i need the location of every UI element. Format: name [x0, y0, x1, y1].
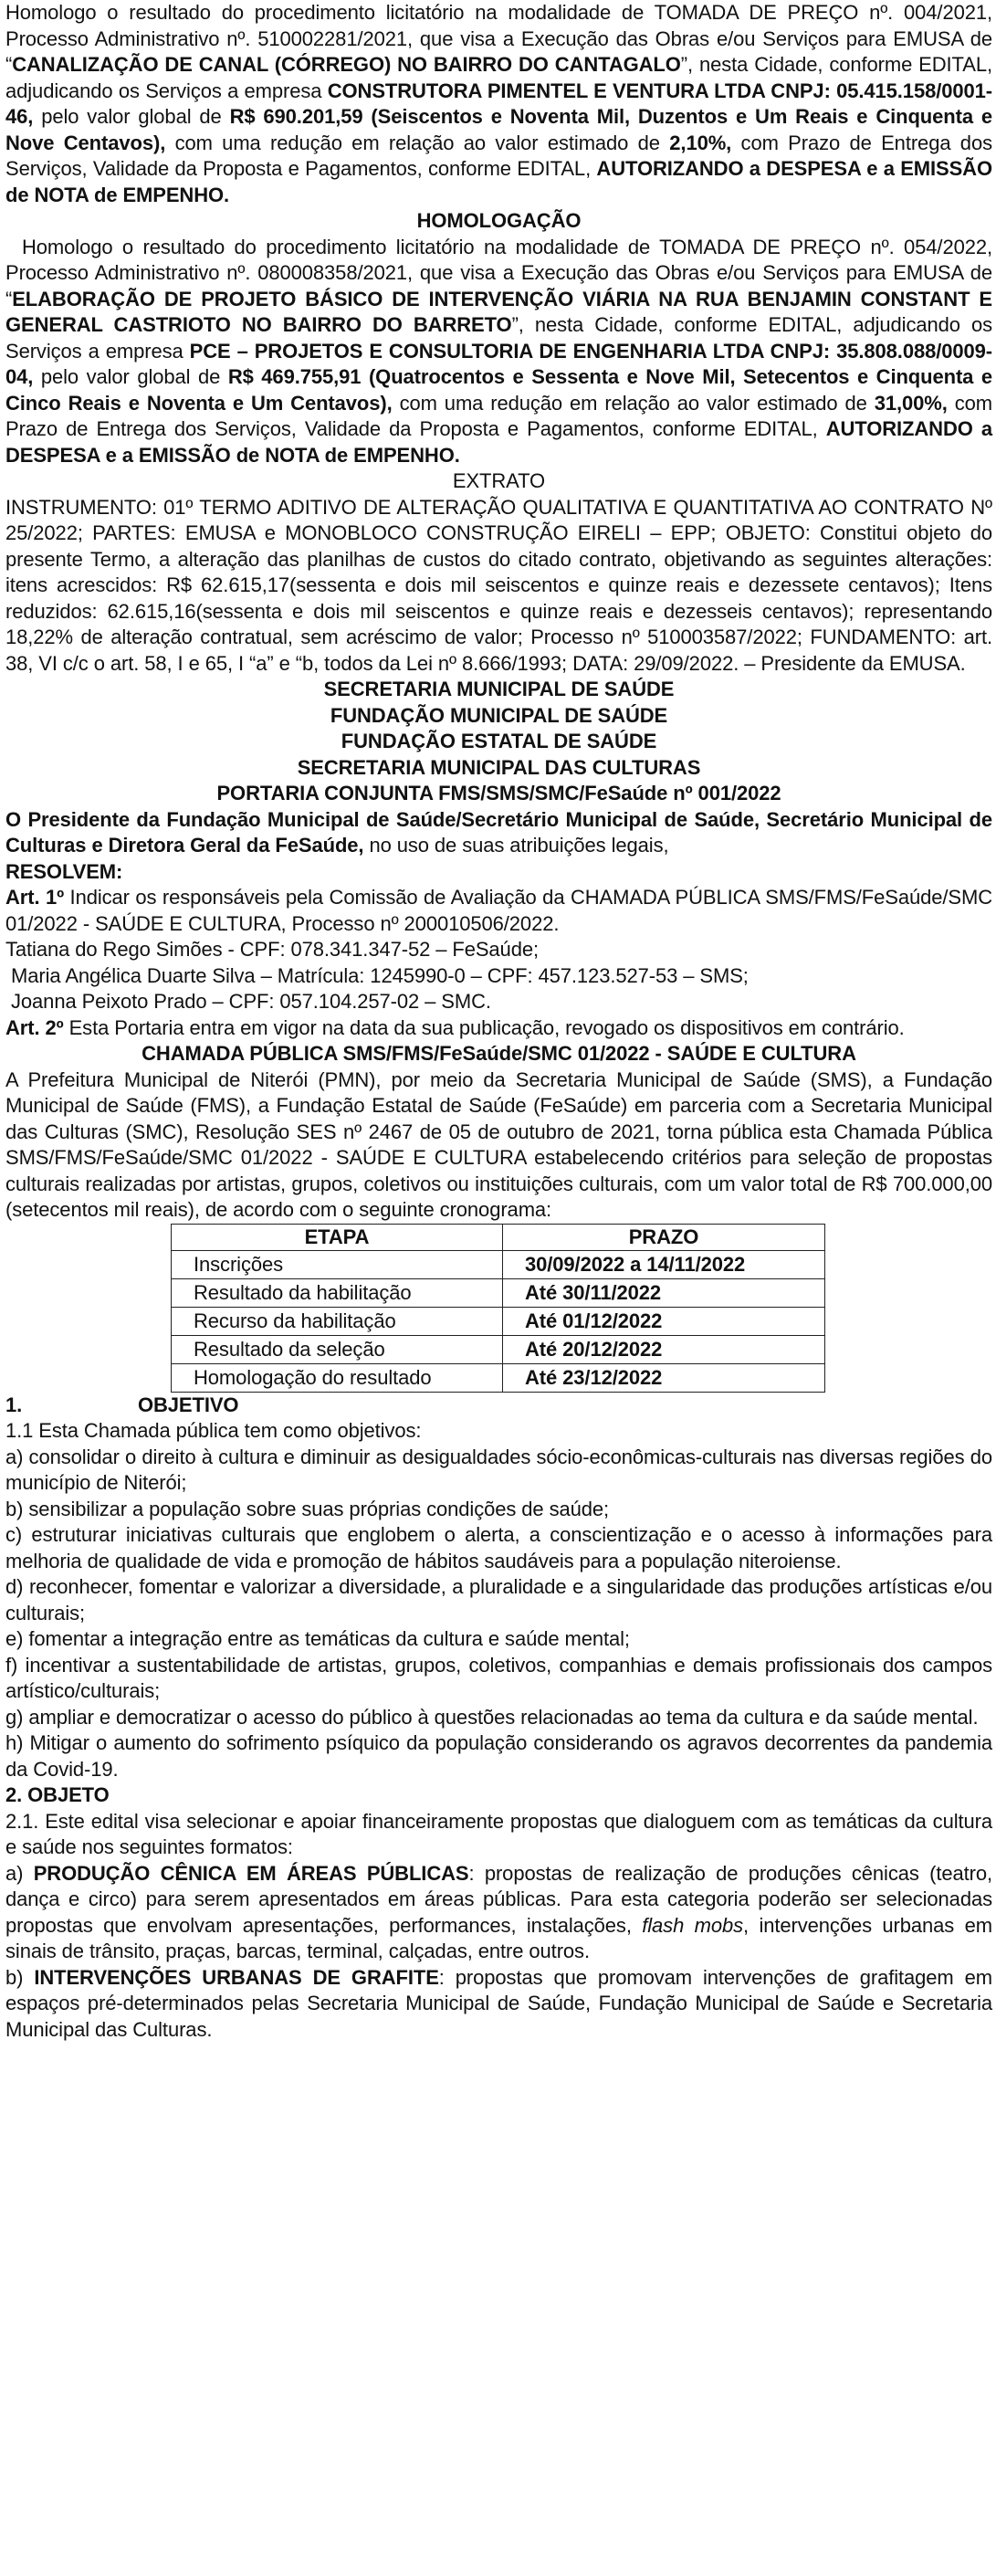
- resolvem-label: RESOLVEM:: [5, 859, 123, 883]
- project-name: ELABORAÇÃO DE PROJETO BÁSICO DE INTERVENÇÃO VIÁRIA NA RUA BENJAMIN CONSTANT E GENERAL CASTRIOTO NO BAIRRO DO BARRETO: [5, 287, 992, 336]
- deadline-cell: Até 20/12/2022: [503, 1335, 825, 1363]
- chamada-title: CHAMADA PÚBLICA SMS/FMS/FeSaúde/SMC 01/2022 - SAÚDE E CULTURA: [142, 1042, 856, 1065]
- homologation-paragraph-2: [5, 235, 992, 469]
- section-title: 2. OBJETO: [5, 1783, 110, 1806]
- item-letter: a): [5, 1861, 34, 1885]
- article-label: Art. 2º: [5, 1015, 64, 1039]
- objective-g: g) ampliar e democratizar o acesso do público à questões relacionadas ao tema da cultura e da saúde mental.: [5, 1705, 979, 1729]
- article-1: [5, 885, 992, 937]
- header-line-2: FUNDAÇÃO MUNICIPAL DE SAÚDE: [330, 703, 668, 727]
- authorization: AUTORIZANDO a DESPESA e a EMISSÃO de NOTA de EMPENHO.: [5, 157, 992, 206]
- text: Indicar os responsáveis pela Comissão de Avaliação da CHAMADA PÚBLICA SMS/FMS/FeSaúde/SMC 01/2022 - SAÚDE E CULTURA, Processo nº 200010506/2022.: [5, 886, 992, 935]
- resolvem-heading: [5, 859, 992, 886]
- text: no uso de suas atribuições legais,: [363, 834, 669, 857]
- stage-cell: Homologação do resultado: [172, 1363, 503, 1392]
- table-header-row: [172, 1224, 825, 1250]
- global-value: R$ 690.201,59 (Seiscentos e Noventa Mil, Duzentos e Um Reais e Cinquenta e Nove Centavos),: [5, 105, 993, 154]
- section-1-heading: [5, 1393, 992, 1419]
- text: com Prazo de Entrega dos Serviços, Validade da Proposta e Pagamentos, conforme EDITAL,: [5, 391, 992, 440]
- member-2: Maria Angélica Duarte Silva – Matrícula: 1245990-0 – CPF: 457.123.527-53 – SMS;: [5, 963, 749, 987]
- stage-cell: Inscrições: [172, 1250, 503, 1278]
- format-title: INTERVENÇÕES URBANAS DE GRAFITE: [34, 1965, 439, 1989]
- column-header-prazo: PRAZO: [503, 1224, 825, 1250]
- objective-b: b) sensibilizar a população sobre suas próprias condições de saúde;: [5, 1497, 610, 1520]
- table-row: [172, 1363, 825, 1392]
- objective-d: d) reconhecer, fomentar e valorizar a diversidade, a pluralidade e a singularidade das produções artísticas e/ou culturais;: [5, 1575, 992, 1624]
- project-name: CANALIZAÇÃO DE CANAL (CÓRREGO) NO BAIRRO DO CANTAGALO: [12, 53, 681, 76]
- text: pelo valor global de: [33, 365, 228, 388]
- section-2-intro: 2.1. Este edital visa selecionar e apoiar financeiramente propostas que dialoguem com as temáticas da cultura e saúde nos seguintes formatos:: [5, 1809, 992, 1858]
- objective-h: h) Mitigar o aumento do sofrimento psíquico da população considerando os agravos decorrentes da pandemia da Covid-19.: [5, 1731, 992, 1781]
- deadline-cell: Até 30/11/2022: [503, 1278, 825, 1307]
- text: com uma redução em relação ao valor estimado de: [165, 131, 670, 154]
- reduction-percent: 2,10%,: [669, 131, 732, 154]
- section-2-heading: [5, 1782, 992, 1809]
- homologation-paragraph-1: [5, 0, 992, 208]
- member-1: Tatiana do Rego Simões - CPF: 078.341.347-52 – FeSaúde;: [5, 938, 539, 961]
- header-line-3: FUNDAÇÃO ESTATAL DE SAÚDE: [341, 730, 657, 752]
- objective-e: e) fomentar a integração entre as temáticas da cultura e saúde mental;: [5, 1627, 630, 1650]
- homologacao-heading: HOMOLOGAÇÃO: [416, 209, 582, 232]
- italic-term: flash mobs: [642, 1913, 744, 1937]
- table-row: [172, 1278, 825, 1307]
- section-number: 1.: [5, 1393, 23, 1416]
- table-row: [172, 1250, 825, 1278]
- section-title: OBJETIVO: [138, 1393, 239, 1416]
- deadline-cell: Até 23/12/2022: [503, 1363, 825, 1392]
- text: com Prazo de Entrega dos Serviços, Validade da Proposta e Pagamentos, conforme EDITAL,: [5, 131, 992, 180]
- text: Homologo o resultado do procedimento licitatório na modalidade de TOMADA DE PREÇO nº. 054/2022, Processo Administrativo nº. 080008358/2021, que visa a Execução das Obras e/ou Serviços para EMUSA de “: [5, 235, 992, 310]
- extrato-text: INSTRUMENTO: 01º TERMO ADITIVO DE ALTERAÇÃO QUALITATIVA E QUANTITATIVA AO CONTRATO Nº 25/2022; PARTES: EMUSA e MONOBLOCO CONSTRUÇÃO EIRELI – EPP; OBJETO: Constitui objeto do presente Termo, a alteração das planilhas de custos do citado contrato, objetivando as seguintes alterações: itens acrescidos: R$ 62.615,17(sessenta e dois mil seiscentos e quinze reais e dezessete centavos); Itens reduzidos: 62.615,16(sessenta e dois mil seiscentos e quinze reais e dezesseis centavos); representando 18,22% de alteração contratual, sem acréscimo de valor; Processo nº 510003587/2022; FUNDAMENTO: art. 38, VI c/c o art. 58, I e 65, I “a” e “b, todos da Lei nº 8.666/1993; DATA: 29/09/2022. – Presidente da EMUSA.: [5, 495, 992, 675]
- item-letter: b): [5, 1965, 35, 1989]
- table-row: [172, 1307, 825, 1335]
- deadline-cell: Até 01/12/2022: [503, 1307, 825, 1335]
- objective-f: f) incentivar a sustentabilidade de artistas, grupos, coletivos, companhias e demais profissionais dos campos artístico/culturais;: [5, 1653, 992, 1702]
- header-line-5: PORTARIA CONJUNTA FMS/SMS/SMC/FeSaúde nº 001/2022: [216, 782, 781, 804]
- stage-cell: Recurso da habilitação: [172, 1307, 503, 1335]
- format-item-b: [5, 1965, 992, 2044]
- text: ”, nesta Cidade, conforme EDITAL, adjudicando os Serviços a empresa: [5, 53, 992, 102]
- text: ”, nesta Cidade, conforme EDITAL, adjudicando os Serviços a empresa: [5, 313, 993, 363]
- section-1-intro: 1.1 Esta Chamada pública tem como objetivos:: [5, 1419, 422, 1442]
- article-label: Art. 1º: [5, 886, 65, 909]
- text: Esta Portaria entra em vigor na data da sua publicação, revogado os dispositivos em contrário.: [63, 1015, 905, 1039]
- company-name: PCE – PROJETOS E CONSULTORIA DE ENGENHARIA LTDA CNPJ: 35.808.088/0009-04,: [5, 339, 993, 388]
- global-value: R$ 469.755,91 (Quatrocentos e Sessenta e Nove Mil, Setecentos e Cinquenta e Cinco Reais e Noventa e Um Centavos),: [5, 365, 993, 415]
- header-line-1: SECRETARIA MUNICIPAL DE SAÚDE: [323, 678, 675, 700]
- text: : propostas que promovam intervenções de grafitagem em espaços pré-determinados pelas Secretaria Municipal de Saúde, Fundação Municipal de Saúde e Secretaria Municipal das Culturas.: [5, 1965, 992, 2041]
- format-title: PRODUÇÃO CÊNICA EM ÁREAS PÚBLICAS: [33, 1861, 469, 1885]
- reduction-percent: 31,00%,: [874, 391, 948, 415]
- format-item-a: [5, 1861, 992, 1965]
- company-name: CONSTRUTORA PIMENTEL E VENTURA LTDA CNPJ: 05.415.158/0001-46,: [5, 79, 992, 128]
- text: : propostas de realização de produções cênicas (teatro, dança e circo) para serem apresentados em áreas públicas. Para esta categoria poderão ser selecionadas propostas que envolvam apresentações, performances, instalações,: [5, 1861, 992, 1937]
- article-2: [5, 1015, 992, 1042]
- column-header-etapa: ETAPA: [172, 1224, 503, 1250]
- text: com uma redução em relação ao valor estimado de: [392, 391, 875, 415]
- portaria-intro: [5, 807, 992, 859]
- stage-cell: Resultado da seleção: [172, 1335, 503, 1363]
- objective-c: c) estruturar iniciativas culturais que englobem o alerta, a conscientização e o acesso à informações para melhoria de qualidade de vida e promoção de hábitos saudáveis para a população niteroiense.: [5, 1523, 992, 1572]
- extrato-heading: EXTRATO: [452, 469, 546, 492]
- table-row: [172, 1335, 825, 1363]
- header-line-4: SECRETARIA MUNICIPAL DAS CULTURAS: [297, 755, 701, 779]
- stage-cell: Resultado da habilitação: [172, 1278, 503, 1307]
- chamada-intro: A Prefeitura Municipal de Niterói (PMN), por meio da Secretaria Municipal de Saúde (SMS), a Fundação Municipal de Saúde (FMS), a Fundação Estatal de Saúde (FeSaúde) em parceria com a Secretaria Municipal das Culturas (SMC), Resolução SES nº 2467 de 05 de outubro de 2021, torna pública esta Chamada Pública SMS/FMS/FeSaúde/SMC 01/2022 - SAÚDE E CULTURA estabelecendo critérios para seleção de propostas culturais realizadas por artistas, grupos, coletivos ou instituições culturais, com um valor total de R$ 700.000,00 (setecentos mil reais), de acordo com o seguinte cronograma:: [5, 1067, 992, 1221]
- text: Homologo o resultado do procedimento licitatório na modalidade de TOMADA DE PREÇO nº. 004/2021, Processo Administrativo nº. 510002281/2021, que visa a Execução das Obras e/ou Serviços para EMUSA de “: [5, 1, 992, 76]
- authorization: AUTORIZANDO a DESPESA e a EMISSÃO de NOTA de EMPENHO.: [5, 417, 992, 467]
- deadline-cell: 30/09/2022 a 14/11/2022: [503, 1250, 825, 1278]
- text: , intervenções urbanas em sinais de trânsito, praças, barcas, terminal, calçadas, entre outros.: [5, 1913, 992, 1962]
- authorities: O Presidente da Fundação Municipal de Saúde/Secretário Municipal de Saúde, Secretário Municipal de Culturas e Diretora Geral da FeSaúde,: [5, 807, 992, 857]
- member-3: Joanna Peixoto Prado – CPF: 057.104.257-02 – SMC.: [5, 990, 491, 1013]
- schedule-table: [171, 1224, 825, 1393]
- objective-a: a) consolidar o direito à cultura e diminuir as desigualdades sócio-econômicas-culturais nas diversas regiões do município de Niterói;: [5, 1445, 992, 1494]
- text: pelo valor global de: [33, 105, 230, 128]
